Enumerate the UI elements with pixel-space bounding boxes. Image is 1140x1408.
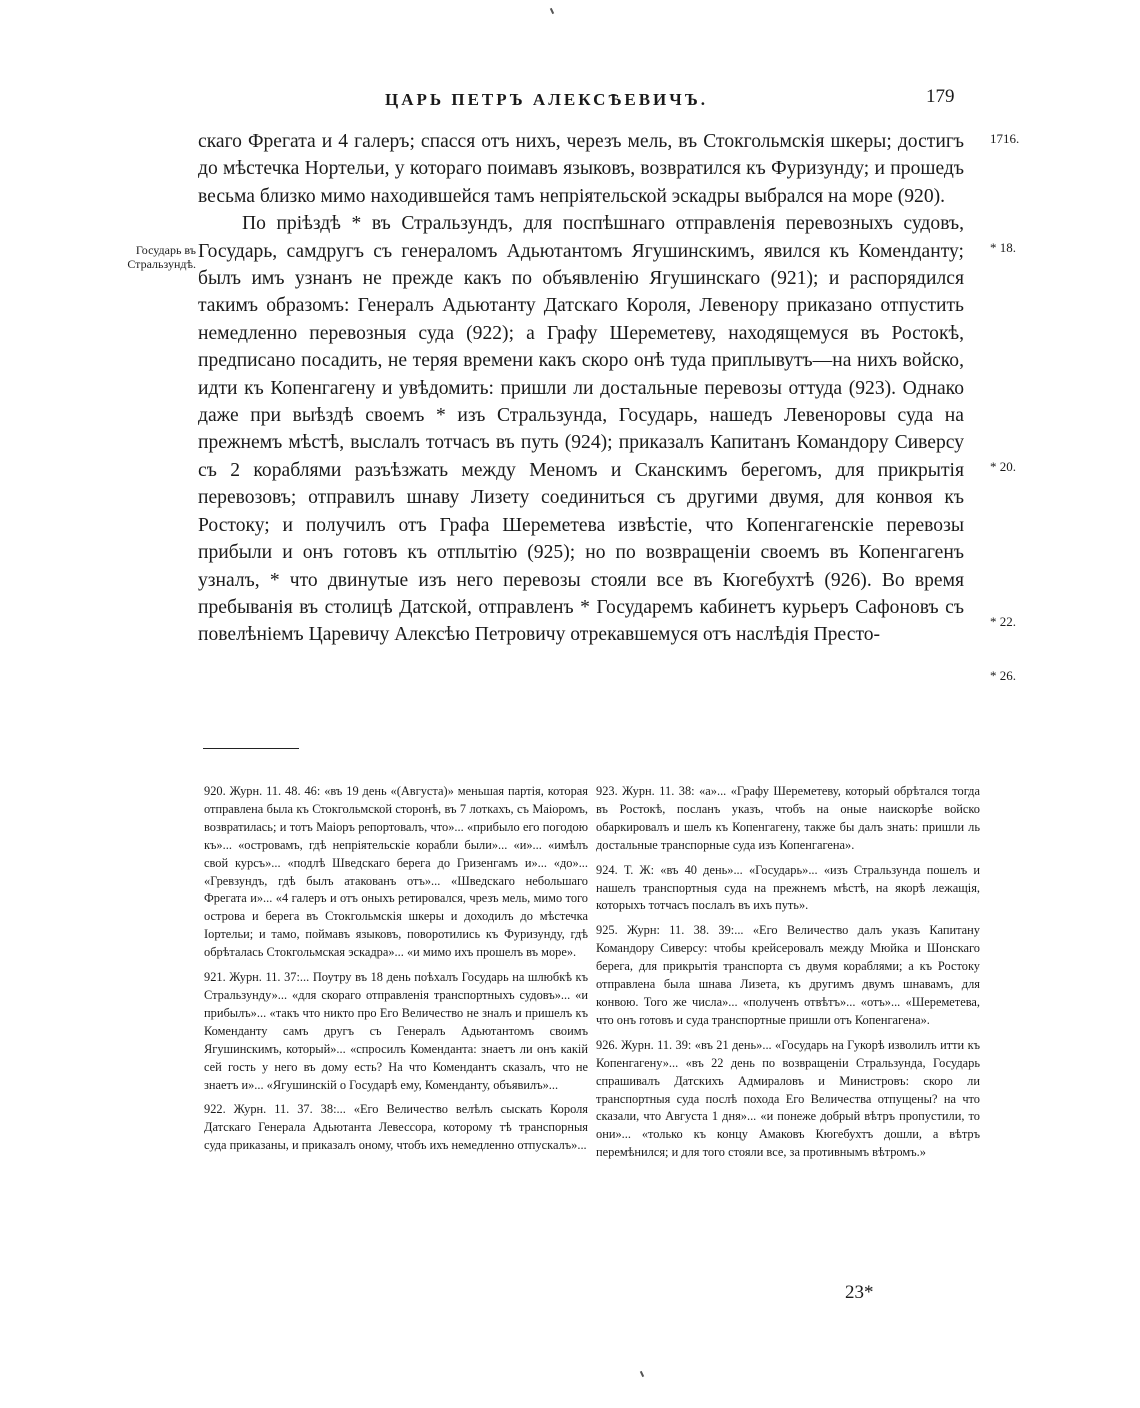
margin-date-26: * 26.: [990, 668, 1016, 683]
main-paragraph-1: скаго Фрегата и 4 галеръ; спасся отъ нихъ, черезъ мель, въ Стокгольмскія шкеры; достигъ до мѣстечка Нортельи, у котораго поимавъ языковъ, возвратился къ Фуризунду; и прошедъ весьма близко мимо находившейся тамъ непріятельской эскадры выбрался на море (920).: [198, 131, 964, 207]
footnote-925: 925. Журн: 11. 38. 39:... «Его Величество далъ указъ Капитану Командору Сиверсу: чтобы крейсеровалъ между Мюйка и Шонскаго берега, для прикрытія транспорта съ двумя кораблями; а къ Ростоку отправлена была шнава Лизета, къ другимъ двумъ шнавамъ, для конвою. Того же числа»... «полученъ отвѣтъ»... «отъ»... «Шереметева, что онъ готовъ и суда транспортные пришли отъ Копенгагена».: [596, 923, 980, 1027]
main-paragraph-2: По пріѣздѣ * въ Стральзундъ, для поспѣшнаго отправленія перевозныхъ судовъ, Государь, самдругъ съ генераломъ Адьютантомъ Ягушинскимъ, явился къ Коменданту; былъ имъ узнанъ не прежде какъ по объявленію Ягушинскаго (921); и распорядился такимъ образомъ: Генералъ Адьютанту Датскаго Короля, Левенору приказано отпустить немедленно перевозныя суда (922); а Графу Шереметеву, находящемуся въ Ростокѣ, предписано посадить, не теряя времени какъ скоро онѣ туда приплывутъ—на нихъ войско, идти къ Копенгагену и увѣдомить: пришли ли достальные перевозы оттуда (923). Однако даже при выѣздѣ своемъ * изъ Стральзунда, Государь, нашедъ Левеноровы суда на прежнемъ мѣстѣ, выслалъ тотчасъ въ путь (924); приказалъ Капитанъ Командору Сиверсу съ 2 кораблями разъѣзжать между Меномъ и Сканскимъ берегомъ, для прикрытія перевозовъ; отправилъ шнаву Лизету соединиться съ другими двумя, для конвоя къ Ростоку; и получилъ отъ Графа Шереметева извѣстіе, что Копенгагенскіе перевозы прибыли и онъ готовъ къ отплытію (925); но по возвращеніи своемъ въ Копенгагенъ узналъ, * что двинутые изъ него перевозы стояли все въ Кюгебухтѣ (926). Во время пребыванія въ столицѣ Датской, отправленъ * Государемъ кабинетъ курьеръ Сафоновъ съ повелѣніемъ Царевичу Алексѣю Петровичу отрекавшемуся отъ наслѣдія Престо-: [198, 213, 964, 646]
footnote-923: 923. Журн. 11. 38: «а»... «Графу Шереметеву, который обрѣтался тогда въ Ростокѣ, посланъ указъ, чтобъ на оные наискорѣе войско обаркировалъ и шелъ къ Копенгагену, также бы далъ знать: пришли ль достальные транспорные суда изъ Копенгагена».: [596, 784, 980, 852]
footnote-921: 921. Журн. 11. 37:... Поутру въ 18 день поѣхалъ Государь на шлюбкѣ къ Стральзунду»... «для скораго отправленія транспортныхъ судовъ»... «и прибылъ»... «такъ что никто про Его Величество не зналъ и пришелъ къ Коменданту самъ другъ съ Генералъ Адьютантомъ своимъ Ягушинскимъ, который»... «спросилъ Коменданта: знаетъ ли онъ какій сей гость у него въ дому есть? На что Комендантъ сказалъ, что не знаетъ и»... «Ягушинскій о Государѣ ему, Коменданту, объявилъ»...: [204, 970, 588, 1092]
scan-speck-top: [550, 8, 554, 14]
margin-date-20: * 20.: [990, 459, 1016, 474]
footnote-920: 920. Журн. 11. 48. 46: «въ 19 день «(Августа)» меньшая партія, которая отправлена была къ Стокгольмской сторонѣ, въ 7 лоткахъ, съ Маіоромъ, возвратилась; и тотъ Маіоръ репортовалъ, что»... «прибыло его погодою къ»... «островамъ, гдѣ непріятельскіе корабли были»... «и»... «имѣлъ свой курсъ»... «подлѣ Шведскаго берега до Гризенгамъ и»... «до»... «Гревзундъ, гдѣ былъ атакованъ отъ»... «Шведскаго небольшаго Фрегата и»... «4 галеръ и отъ оныхъ ретировался, чрезъ мель, мимо того острова и берега въ Стокгольмскія шкеры и доходилъ до мѣстечка Іортельи; и тамо, поймавъ языковъ, поворотились къ Фуризунду, гдѣ обрѣталась Стокгольмская эскадра»... «и мимо ихъ прошелъ въ море».: [204, 784, 588, 960]
running-title: ЦАРЬ ПЕТРЪ АЛЕКСѢЕВИЧЪ.: [385, 90, 708, 109]
footnote-924: 924. Т. Ж: «въ 40 день»... «Государь»... «изъ Стральзунда пошелъ и нашелъ транспортныя суда на прежнемъ мѣстѣ, на якорѣ лежащія, которыхъ тотчасъ послалъ въ ихъ путь».: [596, 862, 980, 913]
margin-note-sovereign-in-stralsund: Государь въ Стральзундѣ.: [127, 243, 196, 271]
margin-date-18: * 18.: [990, 240, 1016, 255]
footnotes-left-column: [204, 783, 588, 1162]
main-text: [198, 128, 964, 649]
scan-speck-bottom: [640, 1371, 644, 1377]
signature-mark: 23*: [845, 1282, 874, 1303]
footnote-926: 926. Журн. 11. 39: «въ 21 день»... «Государь на Гукорѣ изволилъ итти къ Копенгагену»... «въ 22 день по возвращеніи Стральзунда, Государь спрашивалъ Датскихъ Адмираловъ и Министровъ: скоро ли транспортныя суда послѣ похода Его Величества отпущены? на что сказали, что Августа 1 дня»... «и понеже добрый вѣтръ пропустили, то они»... «только къ концу Амаковъ Кюгебухтъ дошли, а вѣтръ перемѣнился; и для того стояли все, за противнымъ вѣтромъ.»: [596, 1037, 980, 1160]
footnote-separator-rule: [203, 748, 299, 749]
footnotes-right-column: [596, 783, 980, 1169]
page-number: 179: [926, 86, 955, 107]
footnote-922: 922. Журн. 11. 37. 38:... «Его Величество велѣлъ сыскать Короля Датскаго Генерала Адьютанта Левессора, которому тѣ транспорныя суда приказаны, и приказалъ оному, чтобъ ихъ немедленно отпускалъ»...: [204, 1102, 588, 1153]
margin-year-1716: 1716.: [990, 131, 1020, 146]
margin-date-22: * 22.: [990, 614, 1016, 629]
